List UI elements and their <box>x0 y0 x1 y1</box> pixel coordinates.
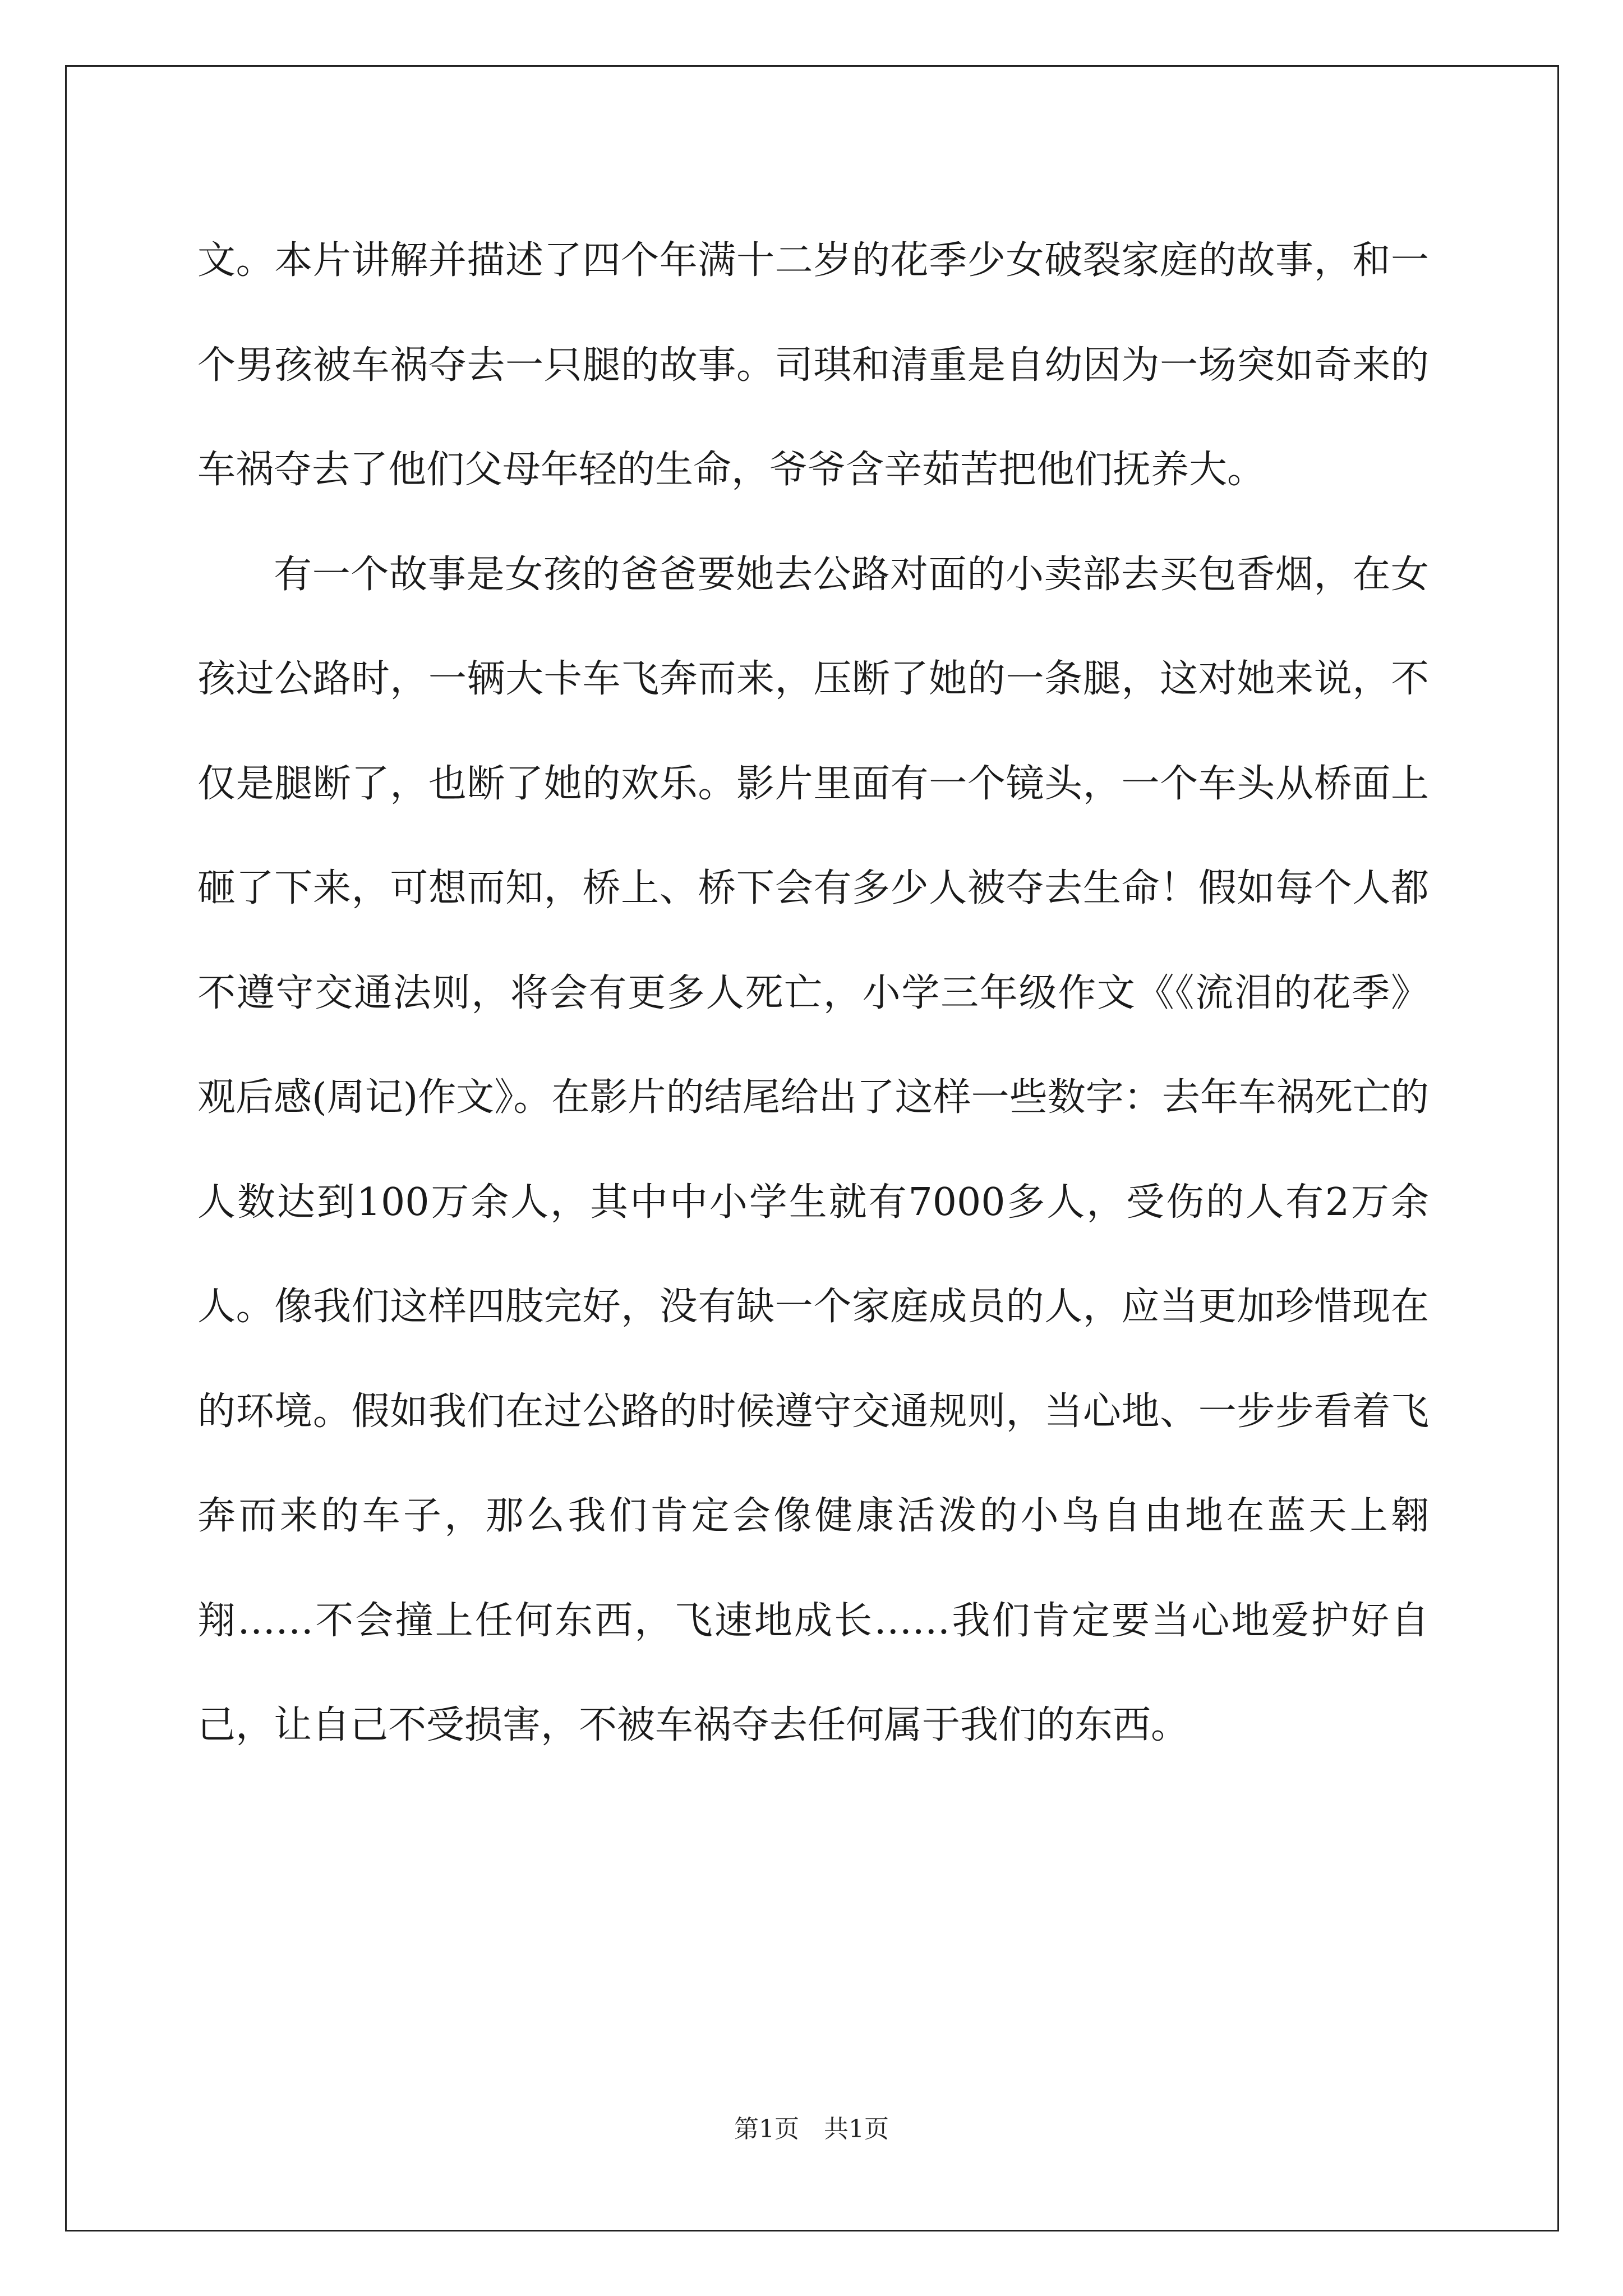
paragraph-1: 文。本片讲解并描述了四个年满十二岁的花季少女破裂家庭的故事，和一个男孩被车祸夺去一只腿的故事。司琪和清重是自幼因为一场突如奇来的车祸夺去了他们父母年轻的生命，爷爷含辛茹苦把他们抚养大。 <box>197 238 1429 492</box>
page-total: 共1页 <box>824 2115 889 2143</box>
paragraph-2: 有一个故事是女孩的爸爸要她去公路对面的小卖部去买包香烟，在女孩过公路时，一辆大卡车飞奔而来，压断了她的一条腿，这对她来说，不仅是腿断了，也断了她的欢乐。影片里面有一个镜头，一个车头从桥面上砸了下来，可想而知，桥上、桥下会有多少人被夺去生命！假如每个人都不遵守交通法则，将会有更多人死亡，小学三年级作文《《流泪的花季》观后感(周记)作文》。在影片的结尾给出了这样一些数字：去年车祸死亡的人数达到100万余人，其中中小学生就有7000多人，受伤的人有2万余人。像我们这样四肢完好，没有缺一个家庭成员的人，应当更加珍惜现在的环境。假如我们在过公路的时候遵守交通规则，当心地、一步步看着飞奔而来的车子，那么我们肯定会像健康活泼的小鸟自由地在蓝天上翱翔……不会撞上任何东西，飞速地成长……我们肯定要当心地爱护好自己，让自己不受损害，不被车祸夺去任何属于我们的东西。 <box>197 552 1429 1747</box>
document-body <box>197 209 1429 1778</box>
page-number: 第1页 <box>734 2115 799 2143</box>
page-footer <box>0 2113 1623 2146</box>
